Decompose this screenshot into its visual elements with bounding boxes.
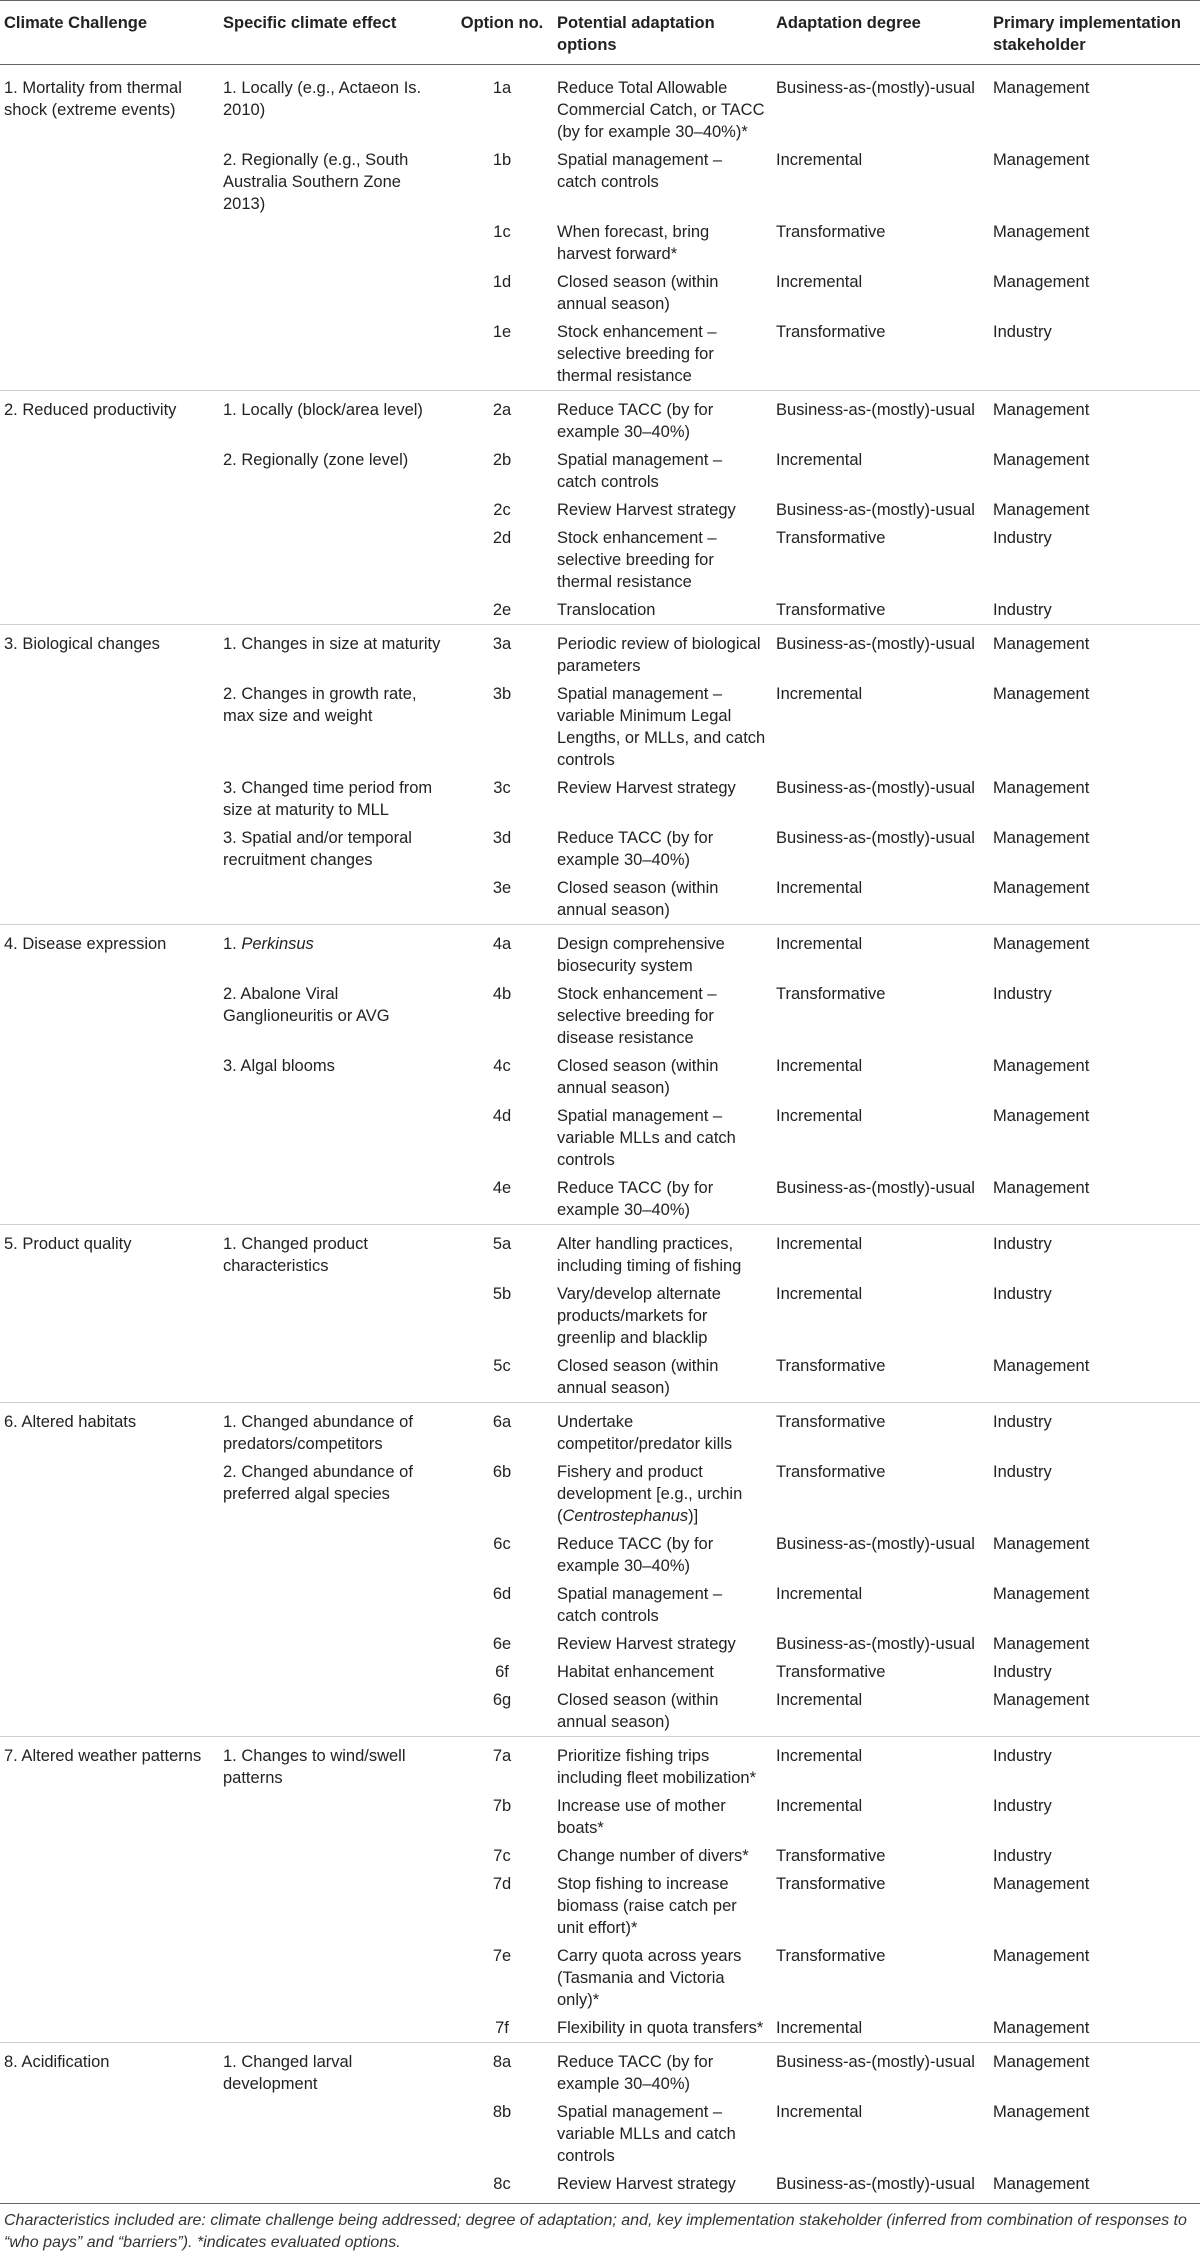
stakeholder-cell: Industry [993, 1847, 1052, 1865]
stakeholder-cell: Management [993, 1585, 1090, 1603]
climate-challenge-cell [0, 496, 219, 524]
table-row [0, 1403, 1200, 1459]
option-number-cell: 3d [492, 829, 512, 847]
stakeholder-cell: Industry [989, 1225, 1200, 1281]
adaptation-option-cell: Spatial management – variable MLLs and catch controls [557, 1107, 736, 1169]
adaptation-option-cell: Review Harvest strategy [557, 779, 736, 797]
table-row [0, 2014, 1200, 2043]
option-number-cell: 4c [493, 1057, 511, 1075]
table-row [0, 1530, 1200, 1580]
table-row [0, 874, 1200, 925]
adaptation-option-cell: Fishery and product development [e.g., urchin (Centrostephanus)] [557, 1463, 743, 1525]
adaptation-degree-cell: Business-as-(mostly)-usual [776, 779, 975, 797]
climate-challenge-cell: 8. Acidification [0, 2043, 219, 2099]
option-number-cell: 4d [492, 1107, 512, 1125]
climate-effect-cell: 3. Algal blooms [223, 1057, 335, 1075]
adaptation-option-cell: Periodic review of biological parameters [553, 625, 772, 681]
climate-challenge-cell [0, 680, 219, 774]
option-number-cell: 3a [453, 625, 553, 681]
stakeholder-cell: Management [993, 151, 1090, 169]
table-row [0, 1942, 1200, 2014]
climate-challenge-cell [0, 1458, 219, 1530]
stakeholder-cell: Management [989, 2043, 1200, 2099]
climate-effect-cell: 3. Spatial and/or temporal recruitment changes [223, 829, 412, 869]
table-row [0, 925, 1200, 981]
stakeholder-cell: Management [989, 925, 1200, 981]
table-row [0, 1225, 1200, 1281]
climate-challenge-cell: 6. Altered habitats [0, 1403, 219, 1459]
option-number-cell: 5c [493, 1357, 511, 1375]
adaptation-degree-cell: Incremental [776, 1797, 863, 1815]
option-number-cell: 6g [492, 1691, 512, 1709]
adaptation-option-cell: Reduce TACC (by for example 30–40%) [557, 1179, 714, 1219]
climate-effect-cell [219, 2098, 453, 2170]
header-climate-challenge: Climate Challenge [0, 1, 219, 65]
climate-effect-cell [219, 596, 453, 625]
adaptation-degree-cell: Business-as-(mostly)-usual [776, 1179, 975, 1197]
option-number-cell: 6c [493, 1535, 511, 1553]
option-number-cell: 6b [492, 1463, 512, 1481]
climate-challenge-cell: 1. Mortality from thermal shock (extreme events) [4, 79, 182, 119]
adaptation-option-cell: Review Harvest strategy [557, 501, 736, 519]
table-row [0, 446, 1200, 496]
header-adaptation-options: Potential adaptation options [553, 1, 772, 65]
climate-effect-cell: 1. Perkinsus [219, 925, 453, 981]
option-number-cell: 6a [453, 1403, 553, 1459]
table-body [0, 65, 1200, 2204]
climate-challenge-cell [0, 1630, 219, 1658]
climate-challenge-cell: 2. Reduced productivity [0, 391, 219, 447]
climate-effect-cell: 1. Changed larval development [219, 2043, 453, 2099]
adaptation-option-cell: Spatial management – variable MLLs and catch controls [557, 2103, 736, 2165]
adaptation-degree-cell: Incremental [772, 1225, 989, 1281]
stakeholder-cell: Industry [993, 529, 1052, 547]
table-row [0, 1580, 1200, 1630]
climate-effect-cell: 2. Regionally (zone level) [223, 451, 409, 469]
climate-challenge-cell [0, 218, 219, 268]
climate-challenge-cell [0, 2170, 219, 2204]
adaptation-option-cell: Closed season (within annual season) [557, 273, 719, 313]
adaptation-option-cell: Reduce TACC (by for example 30–40%) [553, 2043, 772, 2099]
table-row [0, 1792, 1200, 1842]
climate-effect-cell [219, 1870, 453, 1942]
adaptation-option-cell: Translocation [557, 601, 656, 619]
adaptation-option-cell: Stop fishing to increase biomass (raise catch per unit effort)* [557, 1875, 737, 1937]
climate-effect-cell [219, 318, 453, 391]
climate-effect-cell [219, 1174, 453, 1225]
option-number-cell: 2e [492, 601, 512, 619]
table-row [0, 1737, 1200, 1793]
stakeholder-cell: Management [993, 1691, 1090, 1709]
adaptation-degree-cell: Incremental [776, 1585, 863, 1603]
stakeholder-cell: Industry [993, 323, 1052, 341]
climate-effect-cell [219, 874, 453, 925]
adaptation-degree-cell: Transformative [776, 529, 886, 547]
adaptation-option-cell: Closed season (within annual season) [557, 1057, 719, 1097]
climate-challenge-cell [0, 524, 219, 596]
adaptation-degree-cell: Incremental [776, 1057, 863, 1075]
adaptation-option-cell: Stock enhancement – selective breeding for thermal resistance [557, 529, 717, 591]
table-row [0, 1174, 1200, 1225]
stakeholder-cell: Industry [989, 1403, 1200, 1459]
option-number-cell: 7c [493, 1847, 511, 1865]
climate-effect-cell [219, 1942, 453, 2014]
option-number-cell: 6e [492, 1635, 512, 1653]
stakeholder-cell: Management [993, 879, 1090, 897]
climate-effect-cell: 2. Changes in growth rate, max size and weight [223, 685, 417, 725]
table-row [0, 146, 1200, 218]
stakeholder-cell: Management [993, 1107, 1090, 1125]
option-number-cell: 4b [492, 985, 512, 1003]
adaptation-degree-cell: Transformative [776, 1875, 886, 1893]
option-number-cell: 1c [493, 223, 511, 241]
adaptation-degree-cell: Incremental [776, 2103, 863, 2121]
header-stakeholder: Primary implementation stakeholder [989, 1, 1200, 65]
option-number-cell: 3e [492, 879, 512, 897]
adaptation-option-cell: Increase use of mother boats* [557, 1797, 726, 1837]
stakeholder-cell: Management [993, 1357, 1090, 1375]
table-row [0, 1658, 1200, 1686]
climate-effect-cell [219, 1658, 453, 1686]
stakeholder-cell: Management [993, 1057, 1090, 1075]
header-option-no: Option no. [453, 1, 553, 65]
adaptation-degree-cell: Business-as-(mostly)-usual [772, 625, 989, 681]
climate-challenge-cell [0, 1102, 219, 1174]
table-row [0, 824, 1200, 874]
climate-challenge-cell [0, 318, 219, 391]
climate-challenge-cell [0, 1842, 219, 1870]
adaptation-degree-cell: Transformative [772, 1403, 989, 1459]
climate-challenge-cell [0, 1352, 219, 1403]
option-number-cell: 3c [493, 779, 511, 797]
stakeholder-cell: Management [993, 1179, 1090, 1197]
stakeholder-cell: Industry [993, 1663, 1052, 1681]
adaptation-degree-cell: Business-as-(mostly)-usual [772, 391, 989, 447]
adaptation-option-cell: Undertake competitor/predator kills [553, 1403, 772, 1459]
table-row [0, 65, 1200, 147]
climate-challenge-cell [0, 1052, 219, 1102]
option-number-cell: 2b [492, 451, 512, 469]
adaptation-option-cell: Carry quota across years (Tasmania and Victoria only)* [557, 1947, 742, 2009]
climate-challenge-cell [0, 1658, 219, 1686]
climate-challenge-cell [0, 1792, 219, 1842]
table-row [0, 391, 1200, 447]
table-row [0, 1352, 1200, 1403]
adaptation-degree-cell: Incremental [776, 1691, 863, 1709]
climate-challenge-cell [0, 2014, 219, 2043]
table-footnote: Characteristics included are: climate challenge being addressed; degree of adaptation; and, key implementation stakeholder (inferred from combination of responses to “who pays” and “barriers”). *indicates evaluated options. [4, 2212, 1187, 2251]
climate-effect-cell: 2. Changed abundance of preferred algal species [223, 1463, 413, 1503]
option-number-cell: 3b [492, 685, 512, 703]
adaptation-degree-cell: Incremental [776, 1107, 863, 1125]
adaptation-option-cell: Closed season (within annual season) [557, 1357, 719, 1397]
climate-effect-cell [219, 1280, 453, 1352]
climate-challenge-cell [0, 146, 219, 218]
climate-effect-cell [219, 1580, 453, 1630]
option-number-cell: 7d [492, 1875, 512, 1893]
option-number-cell: 7e [492, 1947, 512, 1965]
stakeholder-cell: Management [993, 829, 1090, 847]
stakeholder-cell: Management [993, 1947, 1090, 1965]
adaptation-option-cell: Reduce Total Allowable Commercial Catch, or TACC (by for example 30–40%)* [557, 79, 765, 141]
adaptation-option-cell: Reduce TACC (by for example 30–40%) [557, 1535, 714, 1575]
climate-challenge-cell [0, 1174, 219, 1225]
option-number-cell: 6f [495, 1663, 509, 1681]
adaptation-degree-cell: Incremental [776, 273, 863, 291]
climate-effect-cell [219, 524, 453, 596]
table-row [0, 1052, 1200, 1102]
adaptation-option-cell: Review Harvest strategy [553, 2170, 772, 2204]
stakeholder-cell: Management [993, 685, 1090, 703]
adaptation-degree-cell: Transformative [776, 223, 886, 241]
adaptation-degree-cell: Incremental [776, 879, 863, 897]
climate-effect-cell [219, 268, 453, 318]
climate-effect-cell [219, 218, 453, 268]
table-row [0, 2043, 1200, 2099]
adaptation-option-cell: Spatial management – variable Minimum Legal Lengths, or MLLs, and catch controls [557, 685, 766, 769]
option-number-cell: 5a [453, 1225, 553, 1281]
option-number-cell: 5b [492, 1285, 512, 1303]
option-number-cell: 7a [453, 1737, 553, 1793]
climate-effect-cell [219, 2170, 453, 2204]
climate-effect-cell [219, 1792, 453, 1842]
adaptation-degree-cell: Transformative [776, 601, 886, 619]
option-number-cell: 2a [453, 391, 553, 447]
table-row [0, 1458, 1200, 1530]
climate-effect-cell [219, 1102, 453, 1174]
stakeholder-cell: Management [989, 625, 1200, 681]
climate-effect-cell: 2. Regionally (e.g., South Australia Southern Zone 2013) [223, 151, 409, 213]
option-number-cell: 7b [492, 1797, 512, 1815]
table-row [0, 1842, 1200, 1870]
stakeholder-cell: Management [993, 1635, 1090, 1653]
option-number-cell: 8a [453, 2043, 553, 2099]
adaptation-degree-cell: Incremental [772, 925, 989, 981]
climate-effect-cell [219, 1842, 453, 1870]
climate-effect-cell: 1. Changes to wind/swell patterns [219, 1737, 453, 1793]
table-row [0, 625, 1200, 681]
table-row [0, 496, 1200, 524]
adaptation-degree-cell: Business-as-(mostly)-usual [776, 829, 975, 847]
climate-effect-cell: 1. Changes in size at maturity [219, 625, 453, 681]
climate-challenge-cell [0, 1686, 219, 1737]
stakeholder-cell: Industry [993, 601, 1052, 619]
adaptation-option-cell: Reduce TACC (by for example 30–40%) [557, 829, 714, 869]
adaptation-degree-cell: Business-as-(mostly)-usual [776, 501, 975, 519]
option-number-cell: 8c [453, 2170, 553, 2204]
table-row [0, 524, 1200, 596]
adaptation-option-cell: Closed season (within annual season) [557, 879, 719, 919]
climate-effect-cell: 1. Locally (e.g., Actaeon Is. 2010) [223, 79, 422, 119]
adaptation-degree-cell: Incremental [772, 1737, 989, 1793]
table-row [0, 1686, 1200, 1737]
adaptation-option-cell: Habitat enhancement [557, 1663, 714, 1681]
adaptation-degree-cell: Business-as-(mostly)-usual [776, 79, 975, 97]
stakeholder-cell: Industry [993, 1463, 1052, 1481]
climate-effect-cell [219, 1630, 453, 1658]
climate-effect-cell [219, 1530, 453, 1580]
adaptation-option-cell: Stock enhancement – selective breeding for thermal resistance [557, 323, 717, 385]
adaptation-option-cell: Spatial management – catch controls [557, 451, 723, 491]
header-specific-effect: Specific climate effect [219, 1, 453, 65]
stakeholder-cell: Management [989, 2170, 1200, 2204]
table-row [0, 1630, 1200, 1658]
climate-effect-cell [219, 2014, 453, 2043]
adaptation-degree-cell: Transformative [776, 1847, 886, 1865]
stakeholder-cell: Industry [989, 1737, 1200, 1793]
table-row [0, 218, 1200, 268]
stakeholder-cell: Management [993, 223, 1090, 241]
adaptation-degree-cell: Transformative [776, 1663, 886, 1681]
option-number-cell: 1e [492, 323, 512, 341]
stakeholder-cell: Management [993, 451, 1090, 469]
table-row [0, 980, 1200, 1052]
stakeholder-cell: Industry [993, 1797, 1052, 1815]
climate-challenge-cell [0, 1942, 219, 2014]
adaptation-degree-cell: Transformative [776, 1357, 886, 1375]
adaptation-degree-cell: Transformative [776, 1947, 886, 1965]
climate-challenge-cell [0, 446, 219, 496]
climate-effect-cell: 2. Abalone Viral Ganglioneuritis or AVG [223, 985, 390, 1025]
header-adaptation-degree: Adaptation degree [772, 1, 989, 65]
adaptation-degree-cell: Incremental [776, 451, 863, 469]
adaptation-degree-cell: Incremental [776, 685, 863, 703]
option-number-cell: 8b [492, 2103, 512, 2121]
stakeholder-cell: Management [993, 779, 1090, 797]
table-row [0, 1280, 1200, 1352]
climate-challenge-cell [0, 774, 219, 824]
climate-challenge-cell [0, 1530, 219, 1580]
table-row [0, 268, 1200, 318]
stakeholder-cell: Management [993, 501, 1090, 519]
climate-challenge-cell [0, 596, 219, 625]
adaptation-degree-cell: Business-as-(mostly)-usual [772, 2043, 989, 2099]
climate-challenge-cell: 7. Altered weather patterns [0, 1737, 219, 1793]
table-row [0, 1870, 1200, 1942]
climate-challenge-cell [0, 2098, 219, 2170]
climate-challenge-cell [0, 874, 219, 925]
adaptation-option-cell: Flexibility in quota transfers* [557, 2019, 764, 2037]
option-number-cell: 1a [492, 79, 512, 97]
climate-challenge-cell [0, 1580, 219, 1630]
option-number-cell: 4a [453, 925, 553, 981]
adaptation-degree-cell: Incremental [776, 151, 863, 169]
stakeholder-cell: Management [993, 273, 1090, 291]
option-number-cell: 1d [492, 273, 512, 291]
stakeholder-cell: Industry [993, 985, 1052, 1003]
option-number-cell: 6d [492, 1585, 512, 1603]
climate-challenge-cell [0, 824, 219, 874]
adaptation-option-cell: When forecast, bring harvest forward* [557, 223, 710, 263]
climate-effect-cell [219, 496, 453, 524]
adaptation-option-cell: Stock enhancement – selective breeding for disease resistance [557, 985, 717, 1047]
climate-challenge-cell [0, 980, 219, 1052]
climate-effect-cell [219, 1352, 453, 1403]
adaptation-option-cell: Change number of divers* [557, 1847, 749, 1865]
climate-challenge-cell: 3. Biological changes [0, 625, 219, 681]
climate-challenge-cell: 5. Product quality [0, 1225, 219, 1281]
adaptation-option-cell: Design comprehensive biosecurity system [553, 925, 772, 981]
adaptation-option-cell: Spatial management – catch controls [557, 151, 723, 191]
option-number-cell: 1b [492, 151, 512, 169]
adaptation-degree-cell: Transformative [776, 985, 886, 1003]
option-number-cell: 2c [493, 501, 511, 519]
climate-challenge-cell [0, 1870, 219, 1942]
option-number-cell: 7f [495, 2019, 509, 2037]
adaptation-degree-cell: Incremental [776, 1285, 863, 1303]
stakeholder-cell: Management [993, 1535, 1090, 1553]
adaptation-degree-cell: Transformative [776, 1463, 886, 1481]
stakeholder-cell: Management [993, 2019, 1090, 2037]
adaptation-degree-cell: Transformative [776, 323, 886, 341]
climate-challenge-cell: 4. Disease expression [0, 925, 219, 981]
adaptation-degree-cell: Business-as-(mostly)-usual [776, 1635, 975, 1653]
table-row [0, 318, 1200, 391]
adaptation-option-cell: Review Harvest strategy [557, 1635, 736, 1653]
adaptation-degree-cell: Business-as-(mostly)-usual [772, 2170, 989, 2204]
adaptation-option-cell: Prioritize fishing trips including fleet mobilization* [553, 1737, 772, 1793]
climate-challenge-cell [0, 268, 219, 318]
adaptation-option-cell: Spatial management – catch controls [557, 1585, 723, 1625]
table-row [0, 680, 1200, 774]
adaptation-option-cell: Reduce TACC (by for example 30–40%) [553, 391, 772, 447]
stakeholder-cell: Industry [993, 1285, 1052, 1303]
climate-effect-cell: 1. Changed abundance of predators/competitors [219, 1403, 453, 1459]
stakeholder-cell: Management [993, 1875, 1090, 1893]
adaptation-option-cell: Vary/develop alternate products/markets for greenlip and blacklip [557, 1285, 721, 1347]
climate-effect-cell: 1. Locally (block/area level) [219, 391, 453, 447]
option-number-cell: 2d [492, 529, 512, 547]
adaptation-option-cell: Closed season (within annual season) [557, 1691, 719, 1731]
table-row [0, 1102, 1200, 1174]
stakeholder-cell: Management [993, 2103, 1090, 2121]
table-row [0, 2098, 1200, 2170]
table-row [0, 774, 1200, 824]
climate-effect-cell [219, 1686, 453, 1737]
climate-effect-cell: 3. Changed time period from size at maturity to MLL [223, 779, 433, 819]
climate-effect-cell: 1. Changed product characteristics [219, 1225, 453, 1281]
climate-challenge-cell [0, 1280, 219, 1352]
adaptation-degree-cell: Business-as-(mostly)-usual [776, 1535, 975, 1553]
adaptation-degree-cell: Incremental [776, 2019, 863, 2037]
stakeholder-cell: Management [993, 79, 1090, 97]
option-number-cell: 4e [492, 1179, 512, 1197]
stakeholder-cell: Management [989, 391, 1200, 447]
adaptation-option-cell: Alter handling practices, including timing of fishing [553, 1225, 772, 1281]
header-row [0, 1, 1200, 65]
table-row [0, 2170, 1200, 2204]
table-row [0, 596, 1200, 625]
